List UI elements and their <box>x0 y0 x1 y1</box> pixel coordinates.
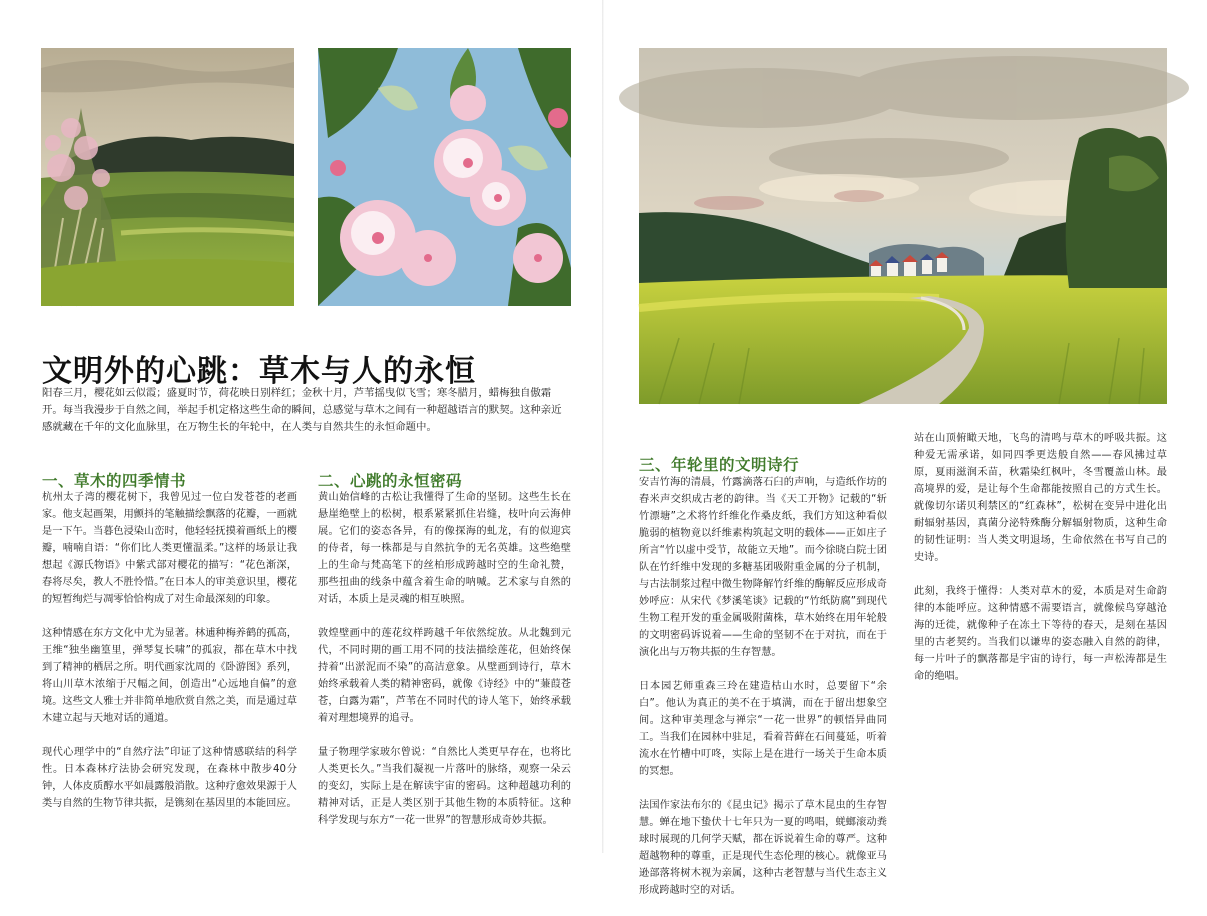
section-3-column-b <box>914 430 1167 702</box>
section-3-paragraph: 此刻，我终于懂得：人类对草木的爱，本质是对生命韵律的本能呼应。这种情感不需要语言，就像候鸟穿越沧海的迁徙，就像种子在冻土下等待的春天，是刻在基因里的古老契约。当我们以谦卑的姿态融入自然的韵律，每一片叶子的飘落都是宇宙的诗行，每一声松涛都是生命的绝唱。 <box>914 586 1167 682</box>
section-1-paragraph: 现代心理学中的“自然疗法”印证了这种情感联结的科学性。日本森林疗法协会研究发现，在森林中散步40分钟，人体皮质醇水平如晨露般消散。这种疗愈效果源于人类与自然的生物节律共振，是镌刻在基因里的本能回应。 <box>42 747 297 809</box>
section-2-paragraph: 量子物理学家玻尔曾说：“自然比人类更早存在，也将比人类更长久。”当我们凝视一片落叶的脉络，观察一朵云的变幻，实际上是在解读宇宙的密码。这种超越功利的精神对话，正是人类区别于其他生物的本质特征。这种科学发现与东方“一花一世界”的智慧形成奇妙共振。 <box>318 747 571 826</box>
section-3-paragraph: 法国作家法布尔的《昆虫记》揭示了草木昆虫的生存智慧。蝉在地下蛰伏十七年只为一夏的鸣唱，蜣螂滚动粪球时展现的几何学天赋，都在诉说着生命的尊严。这种超越物种的尊重，正是现代生态伦理的核心。就像亚马逊部落将树木视为亲属，这种古老智慧与当代生态主义形成跨越时空的对话。 <box>639 800 887 896</box>
field-path-painting-image <box>639 48 1167 404</box>
section-3-paragraph: 安吉竹海的清晨，竹露滴落石臼的声响，与造纸作坊的舂米声交织成古老的韵律。当《天工开物》记载的“斩竹漂塘”之术将竹纤维化作桑皮纸，我们方知这种看似脆弱的植物竟以纤维素构筑起文明的载体——正如庄子所言“竹以虚中受节，故能立天地”。而今徐晓白院士团队在竹纤维中发现的多糖基团吸附重金属的分子机制，与古法制浆过程中微生物降解竹纤维的酶解反应形成奇妙呼应：从宋代《梦溪笔谈》记载的“竹纸防腐”到现代生物工程开发的重金属吸附菌株，草木始终在用年轮般的文明密码诉说着——生命的坚韧不在于对抗，而在于演化出与万物共振的生存智慧。 <box>639 477 887 658</box>
section-3-column-a <box>639 474 887 916</box>
section-1-paragraph: 这种情感在东方文化中尤为显著。林逋种梅养鹤的孤高，王维“独坐幽篁里，弹琴复长啸”的孤寂，都在草木中找到了精神的栖居之所。明代画家沈周的《卧游图》系列，将山川草木浓缩于尺幅之间，创造出“心远地自偏”的意境。这些文人雅士并非简单地欣赏自然之美，而是通过草木建立起与天地对话的通道。 <box>42 628 297 724</box>
article-title: 文明外的心跳：草木与人的永恒 <box>42 354 476 390</box>
section-1-paragraph: 杭州太子湾的樱花树下，我曾见过一位白发苍苍的老画家。他支起画架，用颤抖的笔触描绘飘落的花瓣，一画就是一下午。当暮色浸染山峦时，他轻轻抚摸着画纸上的樱瓣，喃喃自语：“你们比人类更懂温柔。”这样的场景让我想起《源氏物语》中紫式部对樱花的描写：“花色渐深，春将尽矣，教人不胜怜惜。”在日本人的审美意识里，樱花的短暂绚烂与凋零恰恰构成了对生命最深刻的印象。 <box>42 492 297 605</box>
section-2-heading: 二、心跳的永恒密码 <box>318 471 463 490</box>
blossom-painting-image <box>318 48 571 306</box>
section-1-body <box>42 489 297 829</box>
section-3-paragraph: 站在山顶俯瞰天地，飞鸟的清鸣与草木的呼吸共振。这种爱无需承诺，如同四季更迭般自然——春风拂过草原，夏雨滋润禾苗，秋霜染红枫叶，冬雪覆盖山林。最高境界的爱，是让每个生命都能按照自己的方式生长。就像切尔诺贝利禁区的“红森林”，松树在变异中进化出耐辐射基因，真菌分泌特殊酶分解辐射物质，这种生命的韧性证明：当人类文明退场，生命依然在书写自己的史诗。 <box>914 433 1167 563</box>
section-2-body <box>318 489 571 846</box>
meadow-painting-image <box>41 48 294 306</box>
section-1-heading: 一、草木的四季情书 <box>42 471 187 490</box>
section-3-heading: 三、年轮里的文明诗行 <box>639 455 800 474</box>
section-3-paragraph: 日本园艺师重森三玲在建造枯山水时，总要留下“余白”。他认为真正的美不在于填满，而在于留出想象空间。这种审美理念与禅宗“一花一世界”的顿悟异曲同工。当我们在园林中驻足，看着苔藓在石间蔓延，听着流水在竹槽中叮咚，实际上是在进行一场关于生命本质的冥想。 <box>639 681 887 777</box>
section-2-paragraph: 敦煌壁画中的莲花纹样跨越千年依然绽放。从北魏到元代，不同时期的画工用不同的技法描绘莲花，但始终保持着“出淤泥而不染”的高洁意象。从壁画到诗行，草木始终承载着人类的精神密码，就像《诗经》中的“蒹葭苍苍，白露为霜”，芦苇在不同时代的诗人笔下，始终承载着对理想境界的追寻。 <box>318 628 571 724</box>
right-page <box>604 0 1207 896</box>
section-2-paragraph: 黄山始信峰的古松让我懂得了生命的坚韧。这些生长在悬崖绝壁上的松树，根系紧紧抓住岩缝，枝叶向云海伸展。它们的姿态各异，有的像探海的虬龙，有的似迎宾的侍者，每一株都是与自然抗争的无名英雄。这些绝壁上的生命与梵高笔下的丝柏形成跨越时空的生命礼赞，那些扭曲的线条中蕴含着生命的呐喊。艺术家与自然的对话，本质上是灵魂的相互映照。 <box>318 492 571 605</box>
intro-paragraph: 阳春三月，樱花如云似霞；盛夏时节，荷花映日别样红；金秋十月，芦苇摇曳似飞雪；寒冬腊月，蜡梅独自傲霜开。每当我漫步于自然之间，举起手机定格这些生命的瞬间，总感觉与草木之间有一种超越语言的默契。这种亲近感就藏在千年的文化血脉里，在万物生长的年轮中，在人类与自然共生的永恒命题中。 <box>42 387 562 433</box>
left-page <box>0 0 603 853</box>
